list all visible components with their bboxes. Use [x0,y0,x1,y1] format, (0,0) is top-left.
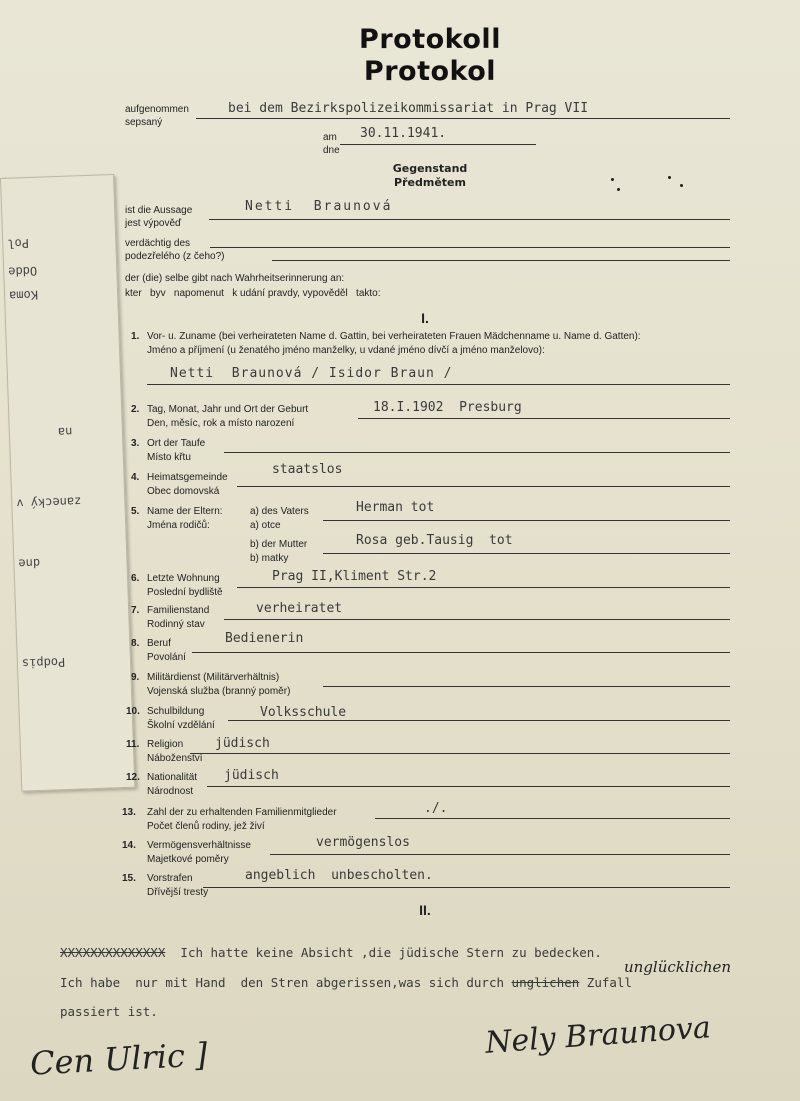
statement-line-1 [60,945,602,960]
occupation-value: Bedienerin [225,631,304,646]
statement-line-2 [60,975,632,990]
rule [272,260,730,261]
baptism-label-de: Ort der Taufe [147,438,206,449]
rule [323,686,730,687]
military-label-de: Militärdienst (Militärverhältnis) [147,672,280,683]
field-number: 13. [122,807,136,818]
section-2-heading: II. [419,902,431,918]
home-label-cs: Obec domovská [147,486,220,497]
date-label-cs: dne [323,145,340,156]
nationality-label-cs: Národnost [147,786,194,797]
field-number: 15. [122,873,136,884]
signature-officer: Cen Ulric ] [29,1035,209,1083]
struck-text: XXXXXXXXXXXXXX [60,945,166,960]
ink-dot [611,178,614,181]
rule [358,418,730,419]
field-number: 12. [126,772,140,783]
name-label-de: Vor- u. Zuname (bei verheirateten Name d. Gattin, bei verheirateten Frauen Mädchenname u. Name d. Gatten): [147,331,641,342]
assets-label-cs: Majetkové poměry [147,854,229,865]
father-label-de: a) des Vaters [250,506,309,517]
field-number: 5. [131,506,140,517]
rule [196,118,730,119]
field-number: 3. [131,438,140,449]
rule [147,384,730,385]
ink-dot [680,184,683,187]
rule [237,587,730,588]
parents-label-de: Name der Eltern: [147,506,223,517]
dependents-label-de: Zahl der zu erhaltenden Familienmitglieder [147,807,337,818]
statement-label-cs: jest výpověď [125,218,182,229]
rule [203,887,730,888]
taken-label-cs: sepsaný [125,117,163,128]
section-1-heading: I. [421,310,429,326]
field-number: 2. [131,404,140,415]
rule [209,219,730,220]
ink-dot [617,188,620,191]
handwritten-correction: unglücklichen [624,958,732,976]
truth-cs: kter byv napomenut k udání pravdy, vypověděl takto: [125,288,381,299]
statement-value: Netti Braunová [245,199,393,214]
rule [210,247,730,248]
dependents-label-cs: Počet členů rodiny, jež živí [147,821,265,832]
taken-label-de: aufgenommen [125,104,189,115]
suspect-label-cs: podezřelého (z čeho?) [125,251,225,262]
record-label-cs: Dřívější tresty [147,887,209,898]
rule [224,619,730,620]
military-label-cs: Vojenská služba (branný poměr) [147,686,291,697]
statement-label-de: ist die Aussage [125,205,193,216]
rule [340,144,536,145]
father-value: Herman tot [356,500,435,515]
date-label-de: am [323,132,337,143]
slip-text: Pol [7,236,30,251]
parents-label-cs: Jména rodičů: [147,520,210,531]
field-number: 14. [122,840,136,851]
field-number: 8. [131,638,140,649]
truth-de: der (die) selbe gibt nach Wahrheitserinnerung an: [125,273,345,284]
suspect-label-de: verdächtig des [125,238,191,249]
statement-text: Zufall [579,975,632,990]
rule [190,753,730,754]
birth-value: 18.I.1902 Presburg [373,400,522,415]
statement-text: Ich hatte keine Absicht ,die jüdische Stern zu bedecken. [180,945,602,960]
rule [192,652,730,653]
education-label-cs: Školní vzdělání [147,720,215,731]
rule [323,553,730,554]
residence-label-cs: Poslední bydliště [147,587,223,598]
mother-value: Rosa geb.Tausig tot [356,533,513,548]
field-number: 6. [131,573,140,584]
statement-line-3: passiert ist. [60,1004,158,1019]
rule [375,818,730,819]
record-label-de: Vorstrafen [147,873,193,884]
rule [270,854,730,855]
occupation-label-de: Beruf [147,638,171,649]
taken-value: bei dem Bezirkspolizeikommissariat in Prag VII [228,101,589,116]
birth-label-cs: Den, měsíc, rok a místo narození [147,418,295,429]
slip-text: na [57,424,73,440]
slip-text: Podpis [21,655,66,671]
signature-declarant: Nely Braunova [484,1010,712,1061]
religion-label-de: Religion [147,739,184,750]
nationality-value: jüdisch [224,768,279,783]
field-number: 7. [131,605,140,616]
rule [228,720,730,721]
home-value: staatslos [272,462,343,477]
residence-value: Prag II,Kliment Str.2 [272,569,437,584]
subject-de: Gegenstand [392,162,468,175]
field-number: 10. [126,706,140,717]
marital-label-de: Familienstand [147,605,210,616]
rule [207,786,730,787]
ink-dot [668,176,671,179]
marital-value: verheiratet [256,601,343,616]
nationality-label-de: Nationalität [147,772,198,783]
mother-label-de: b) der Mutter [250,539,308,550]
subject-cs: Předmětem [394,176,466,189]
occupation-label-cs: Povolání [147,652,186,663]
assets-label-de: Vermögensverhältnisse [147,840,251,851]
slip-text: dne [18,555,41,571]
marital-label-cs: Rodinný stav [147,619,205,630]
dependents-value: ./. [424,801,448,816]
record-value: angeblich unbescholten. [245,868,433,883]
religion-value: jüdisch [215,736,270,751]
birth-label-de: Tag, Monat, Jahr und Ort der Geburt [147,404,309,415]
rule [224,452,730,453]
assets-value: vermögenslos [316,835,410,850]
field-number: 9. [131,672,140,683]
rule [323,520,730,521]
baptism-label-cs: Místo křtu [147,452,191,463]
slip-text: Koma [8,287,39,303]
religion-label-cs: Náboženství [147,753,203,764]
statement-text: Ich habe nur mit Hand den Stren abgerissen,was sich durch [60,975,512,990]
attached-slip [0,174,135,792]
rule [237,486,730,487]
slip-text: Odde [8,263,38,279]
education-value: Volksschule [260,705,347,720]
education-label-de: Schulbildung [147,706,205,717]
title-german: Protokoll [359,24,501,55]
title-czech: Protokol [363,56,497,87]
home-label-de: Heimatsgemeinde [147,472,228,483]
field-number: 4. [131,472,140,483]
name-label-cs: Jméno a příjmení (u ženatého jméno manželky, u vdané jméno dívčí a jméno manželovo): [147,345,545,356]
father-label-cs: a) otce [250,520,281,531]
field-number: 11. [126,739,140,750]
name-value: Netti Braunová / Isidor Braun / [170,366,453,381]
residence-label-de: Letzte Wohnung [147,573,220,584]
mother-label-cs: b) matky [250,553,289,564]
field-number: 1. [131,331,140,342]
date-value: 30.11.1941. [360,126,447,141]
struck-text: unglichen [511,975,580,990]
slip-text: zanecký v [16,494,82,511]
